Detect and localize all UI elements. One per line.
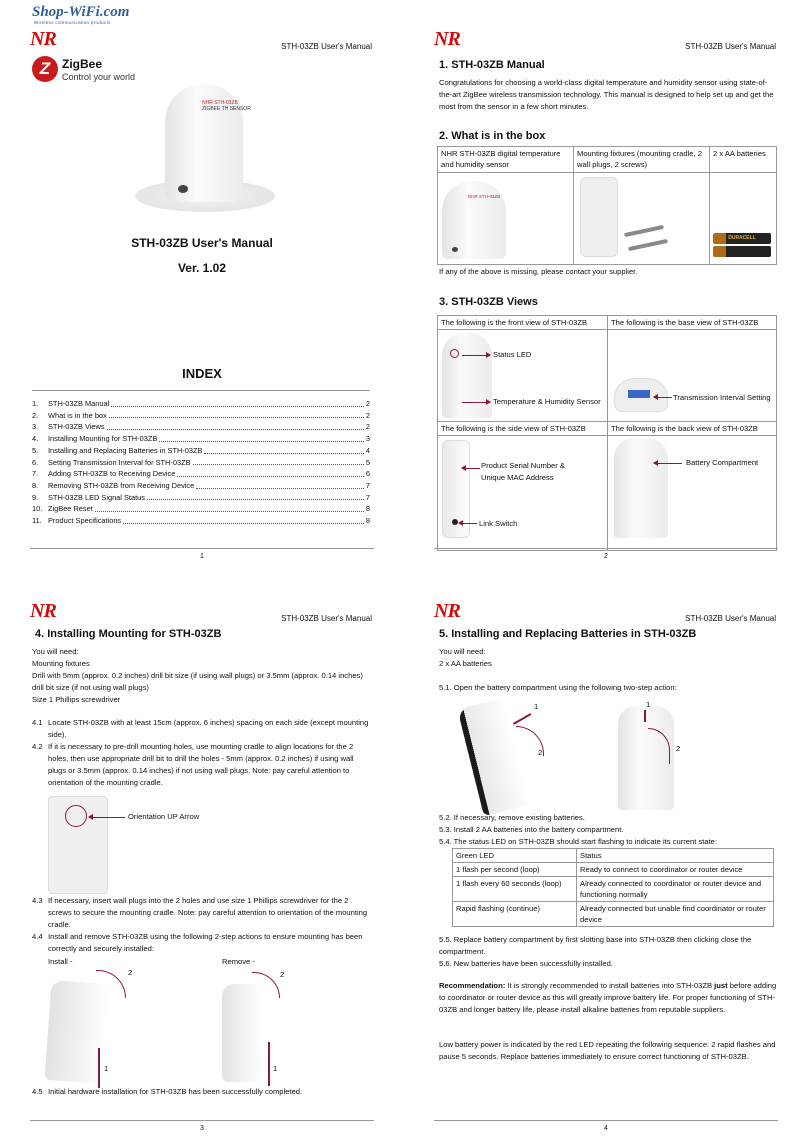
remove-step-1-num: 1 — [273, 1064, 278, 1073]
install-step-2-curve — [96, 970, 126, 998]
steps-5-5-to-5-6: 5.5. Replace battery compartment by first slotting base into STH-03ZB then clicking close the compartment. 5.6. New batteries have been successfully installed. — [439, 935, 752, 968]
zigbee-logo — [32, 56, 142, 86]
back-view-device — [614, 438, 668, 538]
temp-sensor-arrow — [462, 402, 490, 403]
install-step-2-num: 2 — [128, 968, 133, 977]
section-5-title: 5. Installing and Replacing Batteries in STH-03ZB — [439, 628, 697, 640]
box-item: Mounting fixtures (mounting cradle, 2 wall plugs, 2 screws) — [574, 147, 710, 173]
index-item[interactable]: 10. ZigBee Reset 8 — [32, 504, 370, 514]
index-item[interactable]: 1. STH-03ZB Manual 2 — [32, 399, 370, 408]
interval-switch-icon — [628, 390, 650, 398]
open-step-1-line — [513, 713, 531, 724]
box-image-batteries: DURACELL — [710, 173, 777, 265]
page-number: 2 — [434, 548, 778, 560]
page-number: 1 — [30, 548, 374, 560]
page-4 — [404, 572, 808, 1144]
index-item[interactable]: 11. Product Specifications 8 — [32, 516, 370, 526]
nhr-logo: NR — [434, 28, 460, 50]
manual-version: Ver. 1.02 — [177, 261, 227, 275]
page-number: 3 — [30, 1120, 374, 1132]
index-item[interactable]: 9. STH-03ZB LED Signal Status 7 — [32, 492, 370, 502]
front-view-device — [442, 332, 492, 418]
up-arrow-pointer — [89, 817, 125, 818]
product-photo — [130, 80, 280, 225]
table-row: Rapid flashing (continue) Already connected but unable find coordinator or router device — [453, 902, 774, 927]
section-3-title: 3. STH-03ZB Views — [439, 296, 538, 308]
shop-wifi-logo: Shop-WiFi.com — [32, 4, 130, 20]
link-arrow — [459, 523, 477, 524]
up-arrow-label: Orientation UP Arrow — [128, 812, 200, 821]
open2-step-2-num: 2 — [676, 744, 681, 753]
section-4-steps-2: 4.3 If necessary, insert wall plugs into the 2 holes and use size 1 Phillips screwdriver for the 2 screws to secure the mounting cradle. Note: pay careful attention to orientation of the mounting cradle. 4.4 Install and remove STH-03ZB using the following 2-step actions to ensure mounting has been correctly and securely installed: — [32, 896, 368, 953]
box-item: NHR STH-03ZB digital temperature and humidity sensor — [438, 147, 574, 173]
section-5-need: You will need: 2 x AA batteries — [439, 647, 492, 668]
box-contents-table — [437, 146, 777, 265]
index-item[interactable]: 5. Installing and Replacing Batteries in STH-03ZB 4 — [32, 445, 370, 455]
index-item[interactable]: 8. Removing STH-03ZB from Receiving Device 7 — [32, 480, 370, 490]
section-2-note: If any of the above is missing, please contact your supplier. — [439, 267, 638, 276]
status-led-circle — [450, 349, 459, 358]
install-label: Install - — [48, 957, 73, 966]
view-caption: The following is the side view of STH-03ZB — [438, 422, 608, 436]
remove-step-1-line — [268, 1042, 270, 1086]
page-header: STH-03ZB User's Manual — [281, 42, 372, 51]
open2-step-1-line — [644, 710, 646, 722]
index-rule — [32, 390, 370, 391]
step-5-1: 5.1. Open the battery compartment using the following two-step action: — [439, 683, 677, 692]
low-battery-note: Low battery power is indicated by the red LED repeating the following sequence: 2 rapid flashes and pause 5 seconds. Replace batteries immediately to ensure correct functioning of STH-03ZB. — [439, 1040, 776, 1061]
steps-5-2-to-5-4: 5.2. If necessary, remove existing batteries. 5.3. Install 2 AA batteries into the battery compartment. 5.4. The status LED on STH-03ZB should start flashing to indicate its current state: — [439, 813, 718, 846]
remove-device-image — [222, 984, 262, 1082]
page-header: STH-03ZB User's Manual — [281, 614, 372, 623]
view-caption: The following is the back view of STH-03ZB — [608, 422, 777, 436]
serial-label: Product Serial Number & Unique MAC Address — [481, 461, 565, 482]
section-1-text: Congratulations for choosing a world-class digital temperature and humidity sensor using state-of-the-art ZigBee wireless transmission technology. This manual is designed to help set up and get the most from the sensor in a few short minutes. — [439, 78, 774, 111]
box-item: 2 x AA batteries — [710, 147, 777, 173]
index-item[interactable]: 2. What is in the box 2 — [32, 410, 370, 420]
page-1 — [0, 0, 404, 572]
manual-title: STH-03ZB User's Manual — [131, 236, 273, 250]
index-item[interactable]: 3. STH-03ZB Views 2 — [32, 422, 370, 432]
battery-label: Battery Compartment — [686, 458, 759, 467]
page-2 — [404, 0, 808, 572]
step-4-5: 4.5 Initial hardware installation for STH-03ZB has been successfully completed. — [32, 1087, 303, 1096]
nhr-logo: NR — [434, 600, 460, 622]
zigbee-name: ZigBee — [62, 57, 103, 71]
battery-open-image-1 — [457, 698, 530, 816]
serial-arrow — [462, 468, 480, 469]
shop-wifi-tagline: Wireless communication products — [34, 20, 111, 25]
interval-arrow — [654, 397, 672, 398]
view-caption: The following is the front view of STH-03ZB — [438, 316, 608, 330]
zigbee-tagline: Control your world — [62, 72, 136, 82]
link-label: Link Switch — [479, 519, 518, 528]
view-caption: The following is the base view of STH-03ZB — [608, 316, 777, 330]
index-title: INDEX — [182, 366, 222, 381]
open2-step-1-num: 1 — [646, 700, 651, 709]
status-led-arrow — [462, 355, 490, 356]
open-step-1-num: 1 — [534, 702, 539, 711]
section-4-title: 4. Installing Mounting for STH-03ZB — [35, 628, 222, 640]
sensor-hole-icon — [178, 185, 188, 193]
zigbee-z-icon: Z — [32, 56, 58, 82]
section-1-title: 1. STH-03ZB Manual — [439, 59, 545, 71]
remove-step-2-curve — [252, 972, 280, 998]
table-row: 1 flash per second (loop) Ready to connect to coordinator or router device — [453, 863, 774, 877]
led-head: Status — [577, 849, 774, 863]
nhr-logo: NR — [30, 28, 56, 50]
box-image-fixtures — [574, 173, 710, 265]
index-item[interactable]: 7. Adding STH-03ZB to Receiving Device 6 — [32, 469, 370, 479]
table-row: 1 flash every 60 seconds (loop) Already connected to coordinator or router device and functioning normally — [453, 877, 774, 902]
box-image-sensor: NHR STH-03ZB — [438, 173, 574, 265]
install-step-1-num: 1 — [104, 1064, 109, 1073]
interval-label: Transmission Interval Setting — [673, 393, 771, 402]
recommendation: Recommendation: It is strongly recommended to install batteries into STH-03ZB just before adding to coordinator or router device as this will greatly improve battery life. For proper functioning of STH-03ZB and longer battery life, please install alkaline batteries from reputable suppliers. — [439, 981, 777, 1014]
index-list — [32, 398, 370, 527]
page-header: STH-03ZB User's Manual — [685, 614, 776, 623]
led-status-table — [452, 848, 774, 927]
section-2-title: 2. What is in the box — [439, 130, 546, 142]
index-item[interactable]: 6. Setting Transmission Interval for STH-03ZB 5 — [32, 457, 370, 467]
status-led-label: Status LED — [493, 350, 532, 359]
section-4-steps: 4.1 Locate STH-03ZB with at least 15cm (approx. 6 inches) spacing on each side (except mounting side). 4.2 If it is necessary to pre-drill mounting holes, use mounting cradle to align locations for the 2 holes, then use appropriate drill bit to drill the holes - 5mm (approx. 0.2 inches) if using wall plugs or 3.5mm (approx. 0.14 inches) if not using wall plugs. Note: pay careful attention to orientation of the mounting cradle. — [32, 718, 369, 787]
battery-arrow — [654, 463, 682, 464]
device-label: NHR STH-03ZB ZIGBEE TH SENSOR — [202, 100, 251, 112]
remove-step-2-num: 2 — [280, 970, 285, 979]
page-header: STH-03ZB User's Manual — [685, 42, 776, 51]
index-item[interactable]: 4. Installing Mounting for STH-03ZB 3 — [32, 434, 370, 444]
up-arrow-circle — [65, 805, 87, 827]
page-number: 4 — [434, 1120, 778, 1132]
remove-label: Remove - — [222, 957, 255, 966]
page-3 — [0, 572, 404, 1144]
led-head: Green LED — [453, 849, 577, 863]
temp-sensor-label: Temperature & Humidity Sensor — [493, 397, 601, 406]
open-step-2-num: 2 — [538, 748, 543, 757]
section-4-need: You will need: Mounting fixtures Drill with 5mm (approx. 0.2 inches) drill bit size (if using wall plugs) or 3.5mm (approx. 0.14 inches) drill bit size (if not using wall plugs) Size 1 Phillips screwdriver — [32, 647, 363, 704]
nhr-logo: NR — [30, 600, 56, 622]
install-step-1-line — [98, 1048, 100, 1088]
